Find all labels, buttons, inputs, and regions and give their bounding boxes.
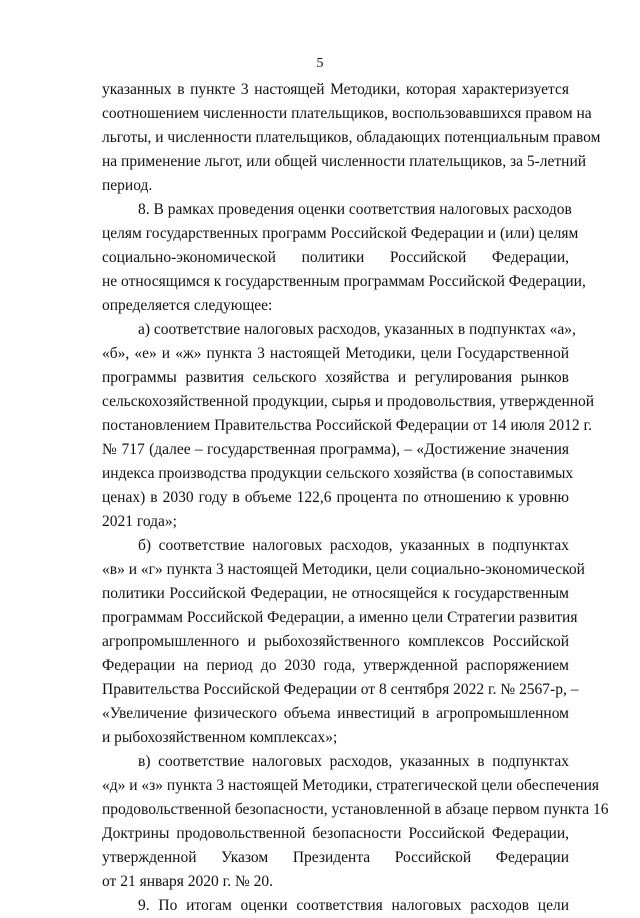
text-line: льготы, и численности плательщиков, обладающих потенциальным правом <box>102 129 601 146</box>
text-line: № 717 (далее – государственная программа), – «Достижение значения <box>102 441 569 458</box>
text-line: Правительства Российской Федерации от 8 сентября 2022 г. № 2567-р, – <box>102 681 579 698</box>
text-line: «Увеличение физического объема инвестиций в агропромышленном <box>102 705 569 722</box>
text-line: указанных в пункте 3 настоящей Методики, которая характеризуется <box>102 81 569 98</box>
text-line: целям государственных программ Российской Федерации и (или) целям <box>102 225 579 242</box>
text-line: на применение льгот, или общей численности плательщиков, за 5-летний <box>102 153 587 170</box>
text-line: Федерации на период до 2030 года, утвержденной распоряжением <box>102 657 569 674</box>
text-line: определяется следующее: <box>102 297 273 314</box>
subitem-v-start: в) соответствие налоговых расходов, указанных в подпунктах <box>138 753 569 770</box>
text-line: социально-экономической политики Российской Федерации, <box>102 249 569 266</box>
text-line: индекса производства продукции сельского хозяйства (в сопоставимых <box>102 465 574 482</box>
text-line: не относящимся к государственным программам Российской Федерации, <box>102 273 586 290</box>
text-line: «д» и «з» пункта 3 настоящей Методики, стратегической цели обеспечения <box>102 777 600 794</box>
text-line: продовольственной безопасности, установленной в абзаце первом пункта 16 <box>102 801 609 818</box>
subitem-a-start: а) соответствие налоговых расходов, указанных в подпунктах «а», <box>138 321 576 338</box>
text-line: программам Российской Федерации, а именно цели Стратегии развития <box>102 609 578 626</box>
paragraph-9-start: 9. По итогам оценки соответствия налоговых расходов цели <box>138 897 569 914</box>
paragraph-8-start: 8. В рамках проведения оценки соответствия налоговых расходов <box>138 201 572 218</box>
text-line: «б», «е» и «ж» пункта 3 настоящей Методики, цели Государственной <box>102 345 569 362</box>
text-line: утвержденной Указом Президента Российской Федерации <box>102 849 569 866</box>
text-line: соотношением численности плательщиков, воспользовавшихся правом на <box>102 105 592 122</box>
page-number: 5 <box>316 56 324 71</box>
text-line: «в» и «г» пункта 3 настоящей Методики, цели социально-экономической <box>102 561 585 578</box>
text-line: от 21 января 2020 г. № 20. <box>102 873 274 890</box>
text-line: и рыбохозяйственном комплексах»; <box>102 729 338 746</box>
text-line: программы развития сельского хозяйства и регулирования рынков <box>102 369 569 386</box>
text-line: период. <box>102 177 153 194</box>
text-line: сельскохозяйственной продукции, сырья и продовольствия, утвержденной <box>102 393 595 410</box>
text-line: 2021 года»; <box>102 513 177 530</box>
subitem-b-start: б) соответствие налоговых расходов, указанных в подпунктах <box>138 537 569 554</box>
text-line: Доктрины продовольственной безопасности Российской Федерации, <box>102 825 569 842</box>
text-line: агропромышленного и рыбохозяйственного комплексов Российской <box>102 633 569 650</box>
text-line: постановлением Правительства Российской Федерации от 14 июля 2012 г. <box>102 417 592 434</box>
text-line: ценах) в 2030 году в объеме 122,6 процента по отношению к уровню <box>102 489 569 506</box>
text-line: политики Российской Федерации, не относящейся к государственным <box>102 585 569 602</box>
